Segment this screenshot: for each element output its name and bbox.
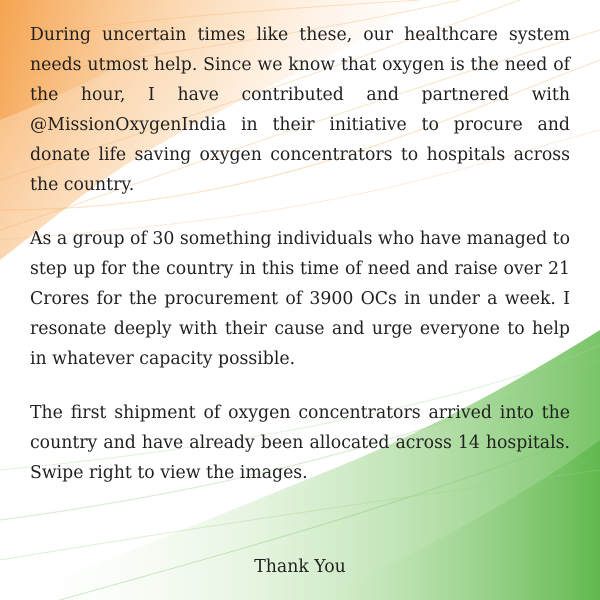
- closing-text: Thank You: [254, 557, 346, 577]
- letter-body: [30, 20, 570, 512]
- paragraph-3: The first shipment of oxygen concentrators arrived into the country and have already been allocated across 14 hospitals. Swipe right to view the images.: [30, 403, 570, 483]
- paragraph-1: During uncertain times like these, our healthcare system needs utmost help. Since we know that oxygen is the need of the hour, I have contributed and partnered with @MissionOxygenIndia in their initiative to procure and donate life saving oxygen concentrators to hospitals across the country.: [30, 25, 570, 195]
- paragraph-2: As a group of 30 something individuals who have managed to step up for the country in this time of need and raise over 21 Crores for the procurement of 3900 OCs in under a week. I resonate deeply with their cause and urge everyone to help in whatever capacity possible.: [30, 229, 570, 369]
